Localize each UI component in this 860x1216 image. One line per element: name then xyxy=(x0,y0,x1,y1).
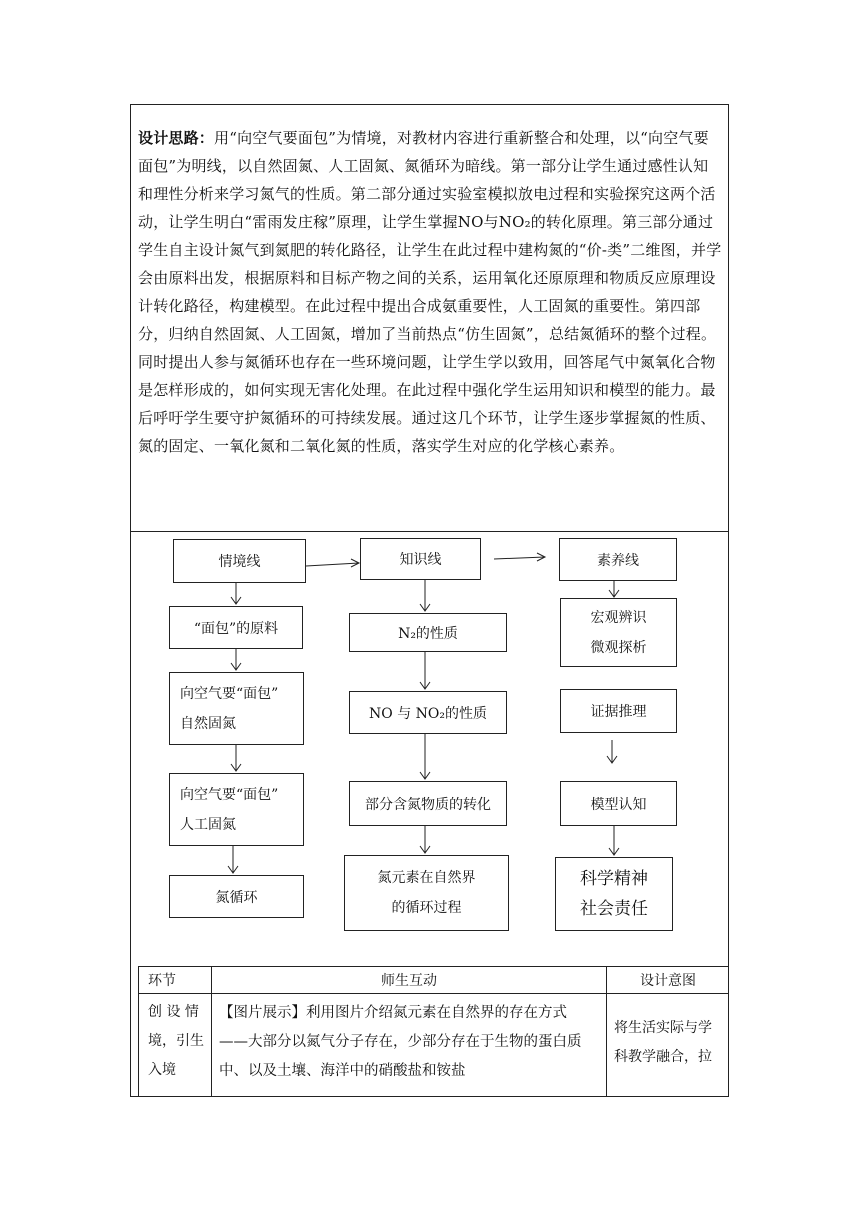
design-idea-text: 用“向空气要面包”为情境，对教材内容进行重新整合和处理，以“向空气要面包”为明线，以自然固氮、人工固氮、氮循环为暗线。第一部分让学生通过感性认知和理性分析来学习氮气的性质。第二部分通过实验室模拟放电过程和实验探究这两个活动，让学生明白“雷雨发庄稼”原理，让学生掌握NO与NO₂的转化原理。第三部分通过学生自主设计氮气到氮肥的转化路径，让学生在此过程中建构氮的“价-类”二维图，并学会由原料出发，根据原料和目标产物之间的关系，运用氧化还原原理和物质反应原理设计转化路径，构建模型。在此过程中提出合成氨重要性，人工固氮的重要性。第四部分，归纳自然固氮、人工固氮，增加了当前热点“仿生固氮”，总结氮循环的整个过程。同时提出人参与氮循环也存在一些环境问题，让学生学以致用，回答尾气中氮氧化合物是怎样形成的，如何实现无害化处理。在此过程中强化学生运用知识和模型的能力。最后呼吁学生要守护氮循环的可持续发展。通过这几个环节，让学生逐步掌握氮的性质、氮的固定、一氧化氮和二氧化氮的性质，落实学生对应的化学核心素养。 xyxy=(138,129,722,455)
flow-box-literacy-line: 素养线 xyxy=(559,538,677,581)
arrow-col2-1 xyxy=(420,580,430,611)
flow-box-model-cognition: 模型认知 xyxy=(560,781,677,826)
design-idea-label: 设计思路： xyxy=(138,129,215,147)
arrow-context-to-knowledge xyxy=(306,559,359,567)
arrow-col3-1 xyxy=(609,581,619,597)
flow-box-context-line: 情境线 xyxy=(173,539,306,583)
arrow-col1-3 xyxy=(231,745,241,771)
arrow-col1-4 xyxy=(228,846,238,873)
flow-box-macro-micro: 宏观辨识 微观探析 xyxy=(560,598,677,667)
table-left-border xyxy=(138,966,139,1097)
flow-box-natural-cycle-process: 氮元素在自然界 的循环过程 xyxy=(344,855,509,931)
arrow-knowledge-to-literacy xyxy=(494,553,545,561)
flow-box-evidence-reasoning: 证据推理 xyxy=(560,689,677,733)
flow-box-science-society: 科学精神 社会责任 xyxy=(555,857,673,931)
table-header-bottom-border xyxy=(138,993,729,994)
flow-box-n2-properties: N₂的性质 xyxy=(349,613,507,652)
arrow-col3-3 xyxy=(609,826,619,855)
table-cell-stage: 创 设 情 境，引生 入境 xyxy=(148,1004,204,1078)
table-header-intent: 设计意图 xyxy=(640,972,696,989)
arrow-col1-1 xyxy=(231,583,241,604)
flow-box-nitrogen-conversion: 部分含氮物质的转化 xyxy=(349,781,507,826)
table-header-stage: 环节 xyxy=(148,973,176,989)
arrow-col2-4 xyxy=(420,826,430,853)
table-cell-intent: 将生活实际与学 科教学融合，拉 xyxy=(614,1020,712,1065)
flow-box-nitrogen-cycle: 氮循环 xyxy=(169,875,304,918)
flow-box-artificial-fixation: 向空气要“面包” 人工固氮 xyxy=(169,773,304,846)
arrow-col2-2 xyxy=(420,652,430,689)
flow-box-no-no2-properties: NO 与 NO₂的性质 xyxy=(349,691,507,734)
table-header-interaction: 师生互动 xyxy=(381,972,437,989)
flow-box-natural-fixation: 向空气要“面包” 自然固氮 xyxy=(169,672,304,745)
flow-box-bread-material: “面包”的原料 xyxy=(169,606,303,649)
table-cell-interaction: 【图片展示】利用图片介绍氮元素在自然界的存在方式 ——大部分以氮气分子存在，少部分存在于生物的蛋白质 中、以及土壤、海洋中的硝酸盐和铵盐 xyxy=(219,1005,582,1079)
arrow-col2-3 xyxy=(420,734,430,779)
flow-box-knowledge-line: 知识线 xyxy=(360,538,481,580)
arrow-col1-2 xyxy=(231,649,241,670)
arrow-col3-2 xyxy=(607,740,617,763)
